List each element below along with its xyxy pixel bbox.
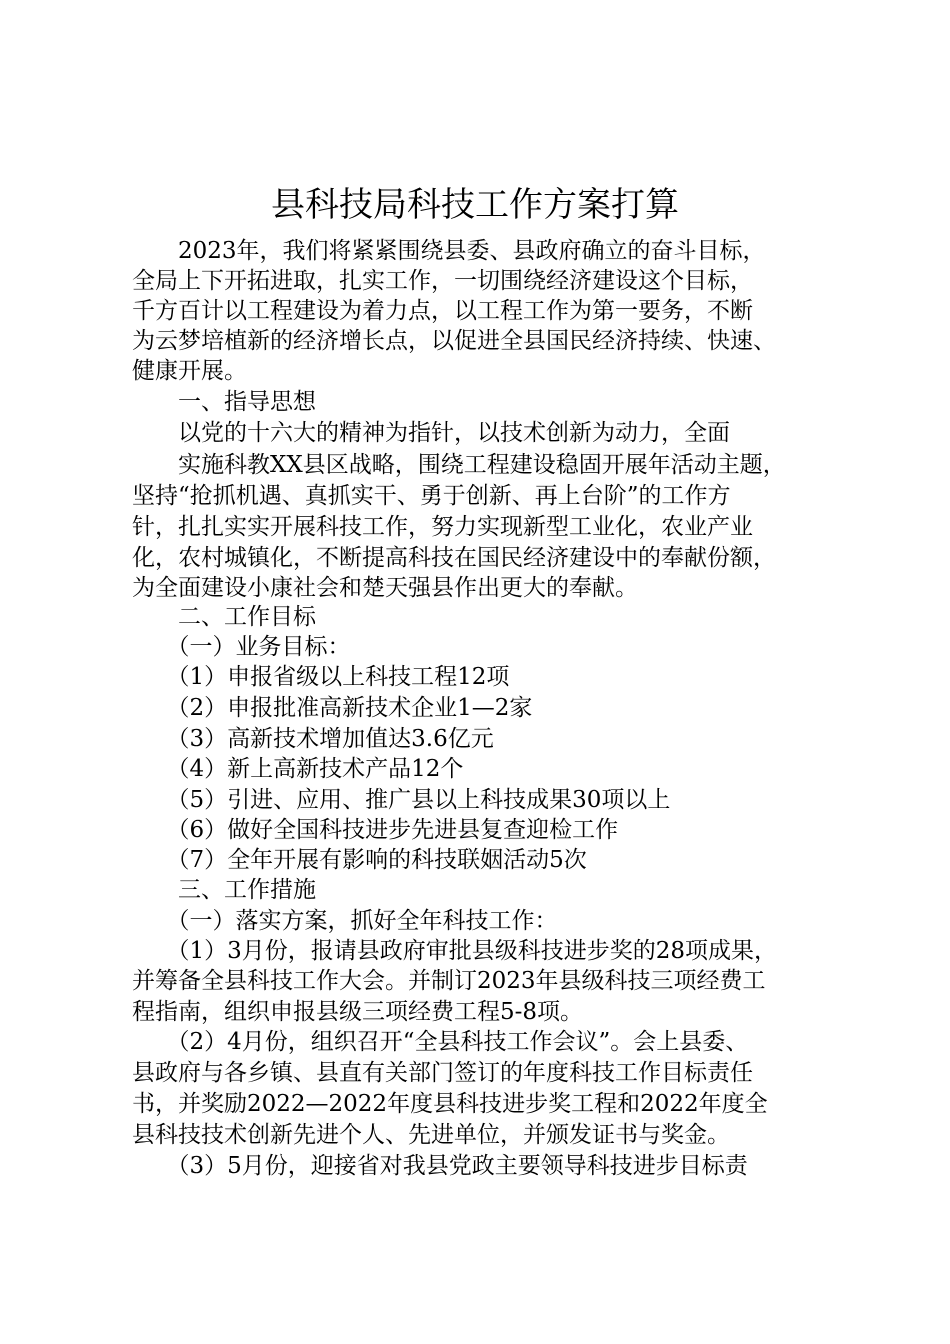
list-item: （2）申报批准高新技术企业1—2家	[132, 695, 533, 721]
body-line: （2）4月份，组织召开“全县科技工作会议”。会上县委、	[132, 1029, 749, 1055]
body-line: 千方百计以工程建设为着力点，以工程工作为第一要务，不断	[132, 298, 753, 324]
list-item: （5）引进、应用、推广县以上科技成果30项以上	[132, 787, 671, 813]
section-heading: 三、工作措施	[132, 877, 316, 903]
subsection-heading: （一）业务目标：	[132, 634, 351, 660]
list-item: （6）做好全国科技进步先进县复查迎检工作	[132, 817, 619, 843]
subsection-heading: （一）落实方案，抓好全年科技工作：	[132, 908, 558, 934]
body-line: 坚持“抢抓机遇、真抓实干、勇于创新、再上台阶”的工作方	[132, 483, 731, 509]
section-heading: 一、指导思想	[132, 389, 316, 415]
document-title: 县科技局科技工作方案打算	[271, 185, 679, 225]
body-line: 2023年，我们将紧紧围绕县委、县政府确立的奋斗目标，	[132, 238, 766, 264]
body-line: 化，农村城镇化，不断提高科技在国民经济建设中的奉献份额，	[132, 545, 776, 571]
body-line: （3）5月份，迎接省对我县党政主要领导科技进步目标责	[132, 1153, 748, 1179]
body-line: 实施科教XX县区战略，围绕工程建设稳固开展年活动主题，	[132, 452, 786, 478]
body-line: 以党的十六大的精神为指针，以技术创新为动力，全面	[132, 420, 730, 446]
section-heading: 二、工作目标	[132, 604, 316, 630]
body-line: 并筹备全县科技工作大会。并制订2023年县级科技三项经费工	[132, 968, 766, 994]
body-line: 全局上下开拓进取，扎实工作，一切围绕经济建设这个目标，	[132, 268, 753, 294]
body-line: 为云梦培植新的经济增长点，以促进全县国民经济持续、快速、	[132, 328, 776, 354]
body-line: （1）3月份，报请县政府审批县级科技进步奖的28项成果，	[132, 938, 778, 964]
list-item: （7）全年开展有影响的科技联姻活动5次	[132, 847, 587, 873]
body-line: 程指南，组织申报县级三项经费工程5-8项。	[132, 999, 584, 1025]
list-item: （1）申报省级以上科技工程12项	[132, 664, 510, 690]
body-line: 为全面建设小康社会和楚天强县作出更大的奉献。	[132, 575, 638, 601]
list-item: （4）新上高新技术产品12个	[132, 756, 464, 782]
body-line: 县科技技术创新先进个人、先进单位，并颁发证书与奖金。	[132, 1122, 730, 1148]
body-line: 县政府与各乡镇、县直有关部门签订的年度科技工作目标责任	[132, 1060, 753, 1086]
list-item: （3）高新技术增加值达3.6亿元	[132, 726, 494, 752]
body-line: 健康开展。	[132, 358, 247, 384]
body-line: 针，扎扎实实开展科技工作，努力实现新型工业化，农业产业	[132, 514, 753, 540]
body-line: 书，并奖励2022—2022年度县科技进步奖工程和2022年度全	[132, 1091, 768, 1117]
